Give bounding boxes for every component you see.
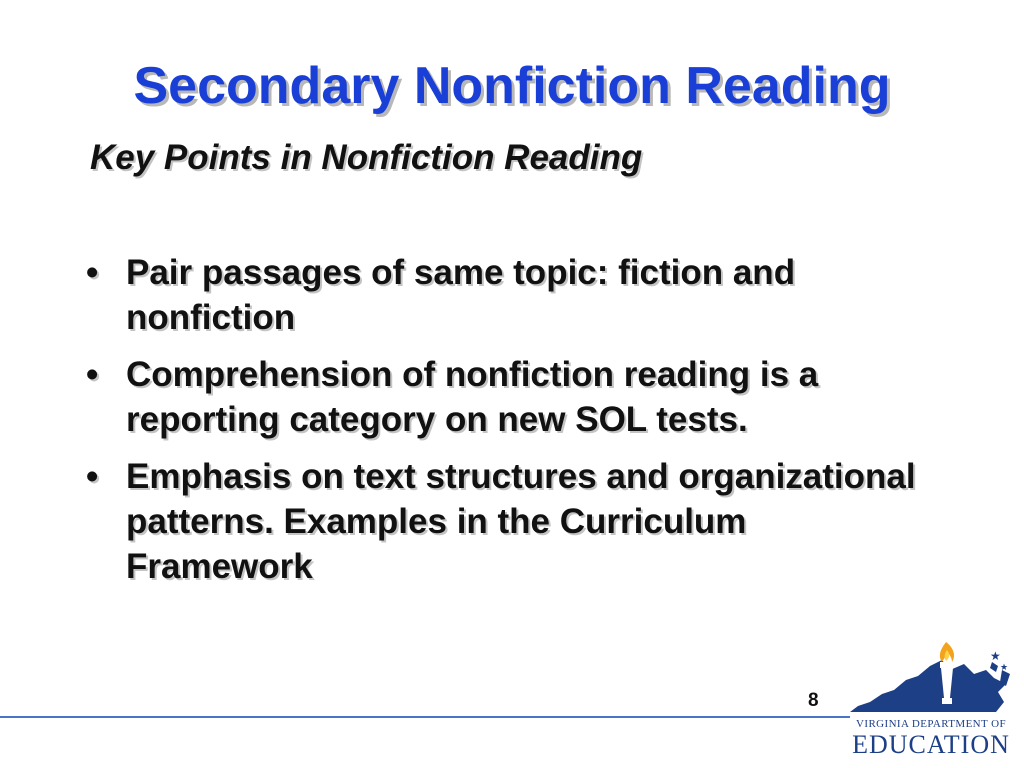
footer-divider [0, 716, 850, 718]
bullet-text: Emphasis on text structures and organizational patterns. Examples in the Curriculum Framework [126, 457, 916, 586]
logo-line-2: EDUCATION [852, 730, 1010, 759]
bullet-item [82, 454, 942, 589]
bullet-text: Comprehension of nonfiction reading is a reporting category on new SOL tests. [126, 355, 819, 439]
bullet-text: Pair passages of same topic: fiction and nonfiction [126, 253, 796, 337]
logo-line-1: VIRGINIA DEPARTMENT OF [856, 718, 1006, 730]
virginia-map-torch-icon [846, 640, 1016, 720]
slide-title: Secondary Nonfiction Reading [133, 57, 891, 115]
bullet-dot-icon: • [86, 457, 99, 496]
page-number: 8 [808, 690, 819, 711]
bullet-dot-icon: • [86, 355, 99, 394]
vdoe-logo [846, 640, 1016, 762]
svg-text:★: ★ [1000, 663, 1009, 673]
svg-text:★: ★ [990, 649, 1001, 663]
slide-subtitle: Key Points in Nonfiction Reading [90, 138, 643, 177]
bullet-list [82, 250, 942, 601]
bullet-dot-icon: • [86, 253, 99, 292]
bullet-item [82, 250, 942, 340]
bullet-item [82, 352, 942, 442]
